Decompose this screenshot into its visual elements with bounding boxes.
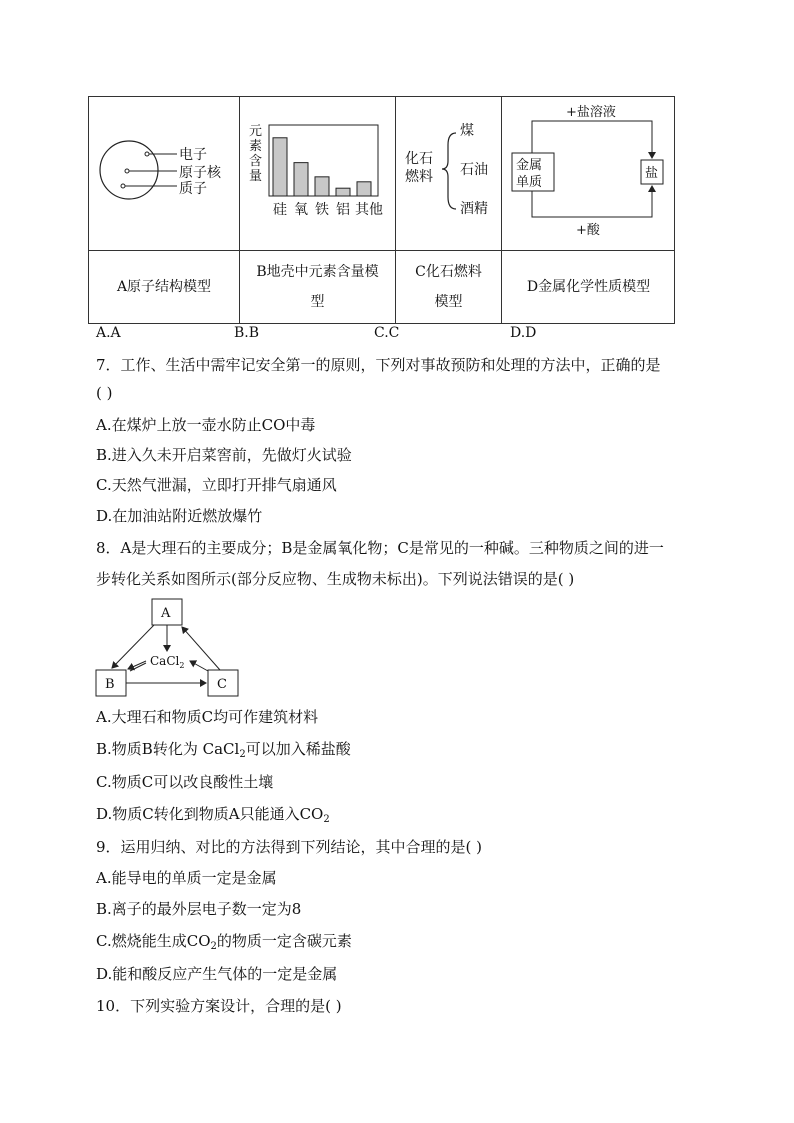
caption-c-line: 模型: [434, 294, 463, 310]
choice-b[interactable]: B.B: [234, 325, 260, 341]
q8-option-c[interactable]: C.物质C可以改良酸性土壤: [96, 773, 274, 791]
chart-category-labels: [273, 201, 383, 218]
q8-diagram: [90, 595, 250, 700]
q7-stem-blank: ( ): [96, 384, 113, 402]
fuel-item: 石油: [460, 162, 488, 178]
arrow-c-to-center: [190, 661, 208, 671]
choice-a[interactable]: A.A: [96, 325, 121, 341]
metal-property-figure: [502, 97, 675, 250]
nucleus-label: 原子核: [179, 165, 221, 181]
atom-model-figure: [89, 97, 239, 250]
center-compound: CaCl$_2$: [150, 654, 185, 670]
nucleus-dot: [125, 169, 129, 173]
caption-d: [502, 251, 675, 323]
arrow-a-to-b: [112, 625, 154, 668]
chart-ylabel: 素: [249, 139, 263, 154]
atom-model-diagram: [89, 97, 239, 250]
q7-option-b[interactable]: B.进入久未开启菜窖前，先做灯火试验: [96, 446, 352, 464]
box-a-label: A: [161, 606, 171, 621]
caption-d-text: D金属化学性质模型: [526, 279, 651, 295]
choice-d[interactable]: D.D: [510, 325, 537, 341]
q9-option-d[interactable]: D.能和酸反应产生气体的一定是金属: [96, 965, 338, 983]
metal-property-diagram: [502, 97, 675, 250]
chart-bars: [273, 138, 371, 196]
q9-option-a[interactable]: A.能导电的单质一定是金属: [96, 869, 277, 887]
bar-5: [357, 182, 371, 196]
q8-stem: 8．A是大理石的主要成分；B是金属氧化物；C是常见的一种碱。三种物质之间的进一: [96, 539, 664, 557]
caption-c-line: C化石燃料: [415, 264, 482, 280]
q7-option-c[interactable]: C.天然气泄漏，立即打开排气扇通风: [96, 476, 337, 494]
q8-stem-cont: 步转化关系如图所示(部分反应物、生成物未标出)。下列说法错误的是( ): [96, 570, 575, 588]
caption-a-text: A原子结构模型: [116, 279, 212, 295]
q7-option-d[interactable]: D.在加油站附近燃放爆竹: [96, 507, 263, 525]
fossil-fuel-label: 燃料: [405, 169, 433, 185]
bar-4: [336, 188, 350, 196]
fossil-fuel-diagram: [396, 97, 501, 250]
category-label: 其他: [355, 202, 383, 218]
brace-icon: [442, 133, 456, 209]
model-table: [88, 96, 675, 324]
q7-stem: 7．工作、生活中需牢记安全第一的原则，下列对事故预防和处理的方法中，正确的是: [96, 356, 661, 374]
fuel-item: 煤: [460, 123, 474, 139]
bar-1: [273, 138, 287, 196]
bar-3: [315, 177, 329, 196]
proton-dot: [121, 184, 125, 188]
chart-ylabel: 含: [249, 154, 263, 169]
fuel-item: 酒精: [460, 201, 488, 217]
bar-2: [294, 163, 308, 196]
q9-option-c[interactable]: C.燃烧能生成$CO_2$的物质一定含碳元素: [96, 932, 352, 952]
caption-c: [396, 251, 501, 323]
metal-box-label: 单质: [516, 175, 543, 190]
caption-b: [240, 251, 395, 323]
acid-label: +酸: [576, 223, 600, 238]
category-label: 铁: [315, 202, 329, 218]
category-label: 铝: [336, 202, 350, 218]
chart-ylabel: 量: [249, 169, 263, 184]
element-content-chart: [240, 97, 395, 250]
q7-option-a[interactable]: A.在煤炉上放一壶水防止CO中毒: [96, 416, 316, 434]
salt-solution-arrow: [532, 121, 652, 158]
caption-a: [89, 251, 239, 323]
conversion-diagram: [90, 595, 250, 700]
proton-label: 质子: [179, 181, 207, 197]
fossil-fuel-label: 化石: [405, 151, 433, 167]
q10-stem: 10．下列实验方案设计，合理的是( ): [96, 997, 342, 1015]
electron-dot: [145, 152, 149, 156]
category-label: 氧: [294, 202, 308, 218]
q9-stem: 9．运用归纳、对比的方法得到下列结论，其中合理的是( ): [96, 838, 483, 856]
arrow-c-to-a: [182, 627, 220, 670]
choice-c[interactable]: C.C: [374, 325, 400, 341]
q8-option-a[interactable]: A.大理石和物质C均可作建筑材料: [96, 708, 319, 726]
metal-box-label: 金属: [516, 158, 543, 173]
q8-option-b[interactable]: B.物质B转化为 CaCl$_2$可以加入稀盐酸: [96, 740, 351, 760]
caption-b-line: B地壳中元素含量模: [256, 264, 379, 280]
q8-option-d[interactable]: D.物质C转化到物质A只能通入$CO_2$: [96, 805, 330, 825]
box-b-label: B: [105, 677, 115, 692]
bar-chart: [240, 97, 395, 250]
chart-ylabel: 元: [249, 124, 263, 139]
caption-b-line: 型: [310, 294, 325, 310]
salt-solution-label: +盐溶液: [566, 105, 616, 120]
q9-option-b[interactable]: B.离子的最外层电子数一定为8: [96, 900, 302, 918]
fossil-fuel-figure: [396, 97, 501, 250]
box-c-label: C: [217, 677, 227, 692]
category-label: 硅: [273, 202, 287, 218]
salt-box-label: 盐: [645, 166, 659, 181]
electron-label: 电子: [179, 147, 207, 163]
